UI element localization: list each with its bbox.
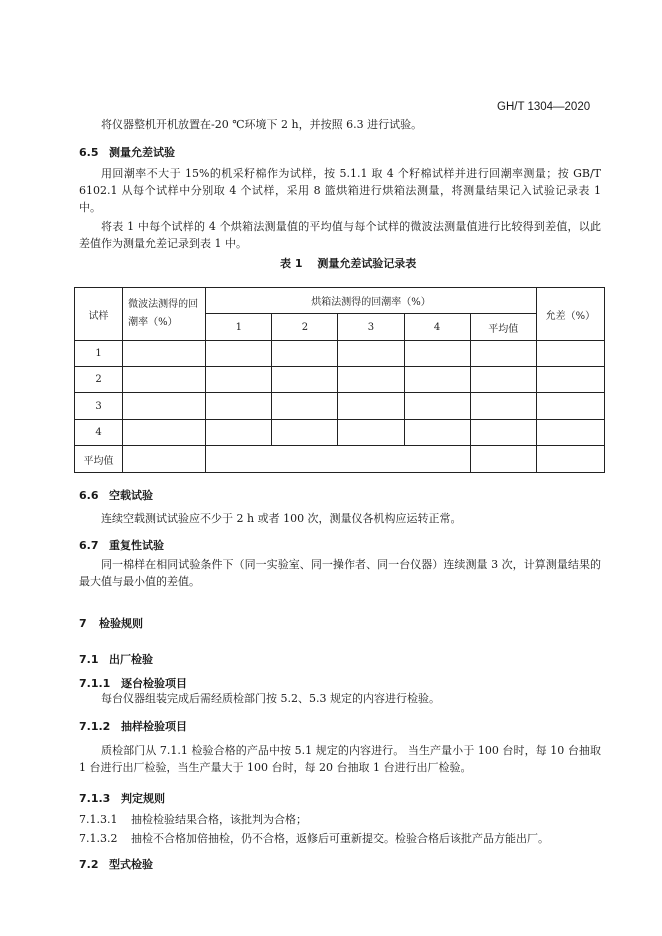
- section-7-1-1-heading: [79, 675, 187, 691]
- header-oven-4: 4: [404, 314, 470, 341]
- section-title: 判定规则: [121, 792, 165, 805]
- section-title: 空载试验: [109, 489, 153, 502]
- cell: [404, 393, 470, 420]
- row-sample-label: 2: [75, 367, 123, 393]
- table-row-average: [75, 446, 605, 473]
- cell: [338, 341, 404, 367]
- section-6-6-paragraph: 连续空载测试试验应不少于 2 h 或者 100 次，测量仪各机构应运转正常。: [101, 512, 462, 525]
- section-title: 出厂检验: [109, 653, 153, 666]
- section-7-1-heading: [79, 651, 153, 667]
- section-6-7-paragraph: 同一棉样在相同试验条件下（同一实验室、同一操作者、同一台仪器）连续测量 3 次，计算测量结果的最大值与最小值的差值。: [79, 558, 601, 588]
- cell: [272, 367, 338, 393]
- measurement-tolerance-table: [74, 287, 605, 473]
- section-7-1-2-heading: [79, 718, 187, 734]
- cell: [404, 420, 470, 446]
- cell: [404, 367, 470, 393]
- section-number: 6.7: [79, 539, 99, 552]
- section-7-1-1-paragraph: 每台仪器组装完成后需经质检部门按 5.2、5.3 规定的内容进行检验。: [101, 692, 440, 705]
- cell: [404, 341, 470, 367]
- section-6-5-heading: [79, 144, 175, 160]
- table-row: [75, 420, 605, 446]
- table-row: [75, 367, 605, 393]
- cell: [536, 446, 604, 473]
- row-average-label: 平均值: [75, 446, 123, 473]
- cell: [470, 420, 536, 446]
- cell: [470, 446, 536, 473]
- section-number: 7.1: [79, 653, 99, 666]
- section-6-5-paragraph-1: 用回潮率不大于 15%的机采籽棉作为试样，按 5.1.1 取 4 个籽棉试样并进行回潮率测量；按 GB/T 6102.1 从每个试样中分别取 4 个试样，采用 8 篮烘箱进行烘箱法测量，将测量结果记入试验记录表 1 中。: [79, 167, 601, 214]
- cell: [123, 420, 206, 446]
- clause-number: 7.1.3.1: [79, 813, 118, 826]
- clause-7-1-3-1: [79, 813, 307, 827]
- section-number: 7: [79, 617, 87, 630]
- cell: [123, 446, 206, 473]
- standard-code: GH/T 1304—2020: [497, 101, 591, 113]
- cell: [470, 393, 536, 420]
- cell: [206, 420, 272, 446]
- cell: [536, 367, 604, 393]
- cell: [123, 367, 206, 393]
- clause-text: 抽检检验结果合格，该批判为合格；: [131, 813, 307, 826]
- cell: [338, 420, 404, 446]
- section-7-1-3-heading: [79, 790, 165, 806]
- section-number: 6.6: [79, 489, 99, 502]
- cell: [272, 420, 338, 446]
- cell-merged: [206, 446, 470, 473]
- section-number: 7.1.2: [79, 720, 111, 733]
- cell: [536, 420, 604, 446]
- table-row: [75, 393, 605, 420]
- header-tolerance: 允差（%）: [536, 288, 604, 341]
- header-oven-average: 平均值: [470, 314, 536, 341]
- cell: [338, 367, 404, 393]
- clause-text: 抽检不合格加倍抽检，仍不合格，返修后可重新提交。检验合格后该批产品方能出厂。: [131, 832, 549, 845]
- section-title: 型式检验: [109, 858, 153, 871]
- cell: [206, 367, 272, 393]
- cell: [272, 393, 338, 420]
- section-7-2-heading: [79, 856, 153, 872]
- intro-line: 将仪器整机开机放置在-20 ℃环境下 2 h，并按照 6.3 进行试验。: [101, 118, 423, 131]
- cell: [470, 341, 536, 367]
- cell: [338, 393, 404, 420]
- section-7-1-2-paragraph: 质检部门从 7.1.1 检验合格的产品中按 5.1 规定的内容进行。 当生产量小于 100 台时，每 10 台抽取 1 台进行出厂检验，当生产量大于 100 台时，每 20 台抽取 1 台进行出厂检验。: [79, 744, 601, 774]
- header-oven-group: 烘箱法测得的回潮率（%）: [206, 288, 537, 314]
- section-title: 检验规则: [99, 617, 143, 630]
- table-row: [75, 341, 605, 367]
- header-oven-2: 2: [272, 314, 338, 341]
- section-number: 7.1.1: [79, 677, 111, 690]
- section-title: 测量允差试验: [109, 146, 175, 159]
- section-6-5-paragraph-2: 将表 1 中每个试样的 4 个烘箱法测量值的平均值与每个试样的微波法测量值进行比较得到差值，以此差值作为测量允差记录到表 1 中。: [79, 220, 601, 250]
- header-sample: 试样: [75, 288, 123, 341]
- section-title: 重复性试验: [109, 539, 164, 552]
- section-number: 6.5: [79, 146, 99, 159]
- cell: [123, 341, 206, 367]
- section-6-6-heading: [79, 487, 153, 503]
- header-oven-3: 3: [338, 314, 404, 341]
- cell: [536, 341, 604, 367]
- cell: [470, 367, 536, 393]
- section-title: 抽样检验项目: [121, 720, 187, 733]
- header-oven-1: 1: [206, 314, 272, 341]
- cell: [272, 341, 338, 367]
- row-sample-label: 3: [75, 393, 123, 420]
- header-microwave: 微波法测得的回潮率（%）: [123, 288, 206, 341]
- cell: [206, 341, 272, 367]
- cell: [123, 393, 206, 420]
- section-title: 逐台检验项目: [121, 677, 187, 690]
- clause-7-1-3-2: [79, 832, 549, 846]
- section-number: 7.2: [79, 858, 99, 871]
- section-number: 7.1.3: [79, 792, 111, 805]
- cell: [536, 393, 604, 420]
- row-sample-label: 1: [75, 341, 123, 367]
- row-sample-label: 4: [75, 420, 123, 446]
- section-7-heading: [79, 615, 143, 631]
- clause-number: 7.1.3.2: [79, 832, 118, 845]
- cell: [206, 393, 272, 420]
- table-caption: 表 1 测量允差试验记录表: [280, 257, 417, 270]
- section-6-7-heading: [79, 537, 164, 553]
